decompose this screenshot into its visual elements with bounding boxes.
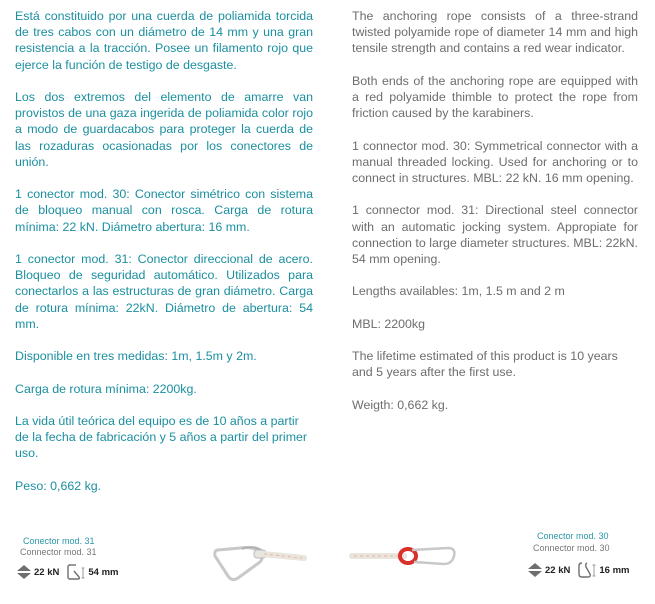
en-paragraph-connector-31: 1 connector mod. 31: Directional steel connector with an automatic jocking system. Appropiate for connection to large diameter structures. MBL: 22kN. 54 mm opening. xyxy=(352,203,638,266)
en-paragraph-weight: Weigth: 0,662 kg. xyxy=(352,397,449,412)
es-paragraph-mbl: Carga de rotura mínima: 2200kg. xyxy=(15,381,197,396)
load-arrows-icon xyxy=(527,562,543,578)
es-paragraph-connector-30: 1 conector mod. 30: Conector simétrico con sistema de bloqueo manual con rosca. Carga de rotura mínima: 22 kN. Diámetro abertura: 16 mm. xyxy=(15,187,313,234)
en-paragraph-lifetime: The lifetime estimated of this product is 10 years and 5 years after the first use. xyxy=(352,349,618,380)
gate-opening-icon xyxy=(578,561,598,579)
carabiner-30-icon xyxy=(348,540,460,576)
english-description xyxy=(352,8,638,429)
connector-30-specs xyxy=(527,561,629,579)
en-paragraph-thimble: Both ends of the anchoring rope are equipped with a red polyamide thimble to protect the rope from friction caused by the karabiners. xyxy=(352,73,638,121)
es-paragraph-lifetime: La vida útil teórica del equipo es de 10 años a partir de la fecha de fabricación y 5 años a partir del primer uso. xyxy=(15,413,308,461)
connector-31-label-es: Conector mod. 31 xyxy=(23,536,95,546)
connector-30-label-es: Conector mod. 30 xyxy=(537,531,609,541)
gate-opening-icon xyxy=(67,563,87,581)
connector-31-opening: 54 mm xyxy=(88,566,119,578)
es-paragraph-thimble: Los dos extremos del elemento de amarre van provistos de una gaza ingerida de poliamida color rojo a modo de guardacabos para proteger la cuerda de las rozaduras ocasionadas por los conectores de unión. xyxy=(15,90,313,169)
connector-30-opening: 16 mm xyxy=(599,564,630,576)
en-paragraph-lengths: Lengths availables: 1m, 1.5 m and 2 m xyxy=(352,284,565,299)
en-paragraph-mbl: MBL: 2200kg xyxy=(352,316,426,331)
es-paragraph-connector-31: 1 conector mod. 31: Conector direccional de acero. Bloqueo de seguridad automático. Utilizados para conectarlos a las estructuras de gran diámetro. Carga de rotura mínima: 22kN. Diámetro de abertura: 54 mm. xyxy=(15,252,313,331)
connector-31-label-en: Connector mod. 31 xyxy=(20,547,97,557)
load-arrows-icon xyxy=(16,564,32,580)
en-paragraph-rope: The anchoring rope consists of a three-strand twisted polyamide rope of diameter 14 mm and high tensile strength and contains a red wear indicator. xyxy=(352,9,638,56)
es-paragraph-lengths: Disponible en tres medidas: 1m, 1.5m y 2m. xyxy=(15,349,257,364)
connector-31-image xyxy=(212,540,312,593)
connector-30-strength: 22 kN xyxy=(545,564,571,576)
es-paragraph-weight: Peso: 0,662 kg. xyxy=(15,478,102,493)
connector-31-strength: 22 kN xyxy=(34,566,60,578)
carabiner-31-icon xyxy=(212,540,312,588)
es-paragraph-rope: Está constituido por una cuerda de poliamida torcida de tres cabos con un diámetro de 14 mm y una gran resistencia a la tracción. Posee un filamento rojo que ejerce la función de testigo de desgaste. xyxy=(15,9,313,72)
connector-30-image xyxy=(348,540,460,581)
spanish-description xyxy=(15,8,313,510)
connector-31-specs xyxy=(16,563,118,581)
connector-30-label-en: Connector mod. 30 xyxy=(533,543,610,553)
en-paragraph-connector-30: 1 connector mod. 30: Symmetrical connector with a manual threaded locking. Used for anchoring or to connect in structures. MBL: 22 kN. 16 mm opening. xyxy=(352,138,638,185)
